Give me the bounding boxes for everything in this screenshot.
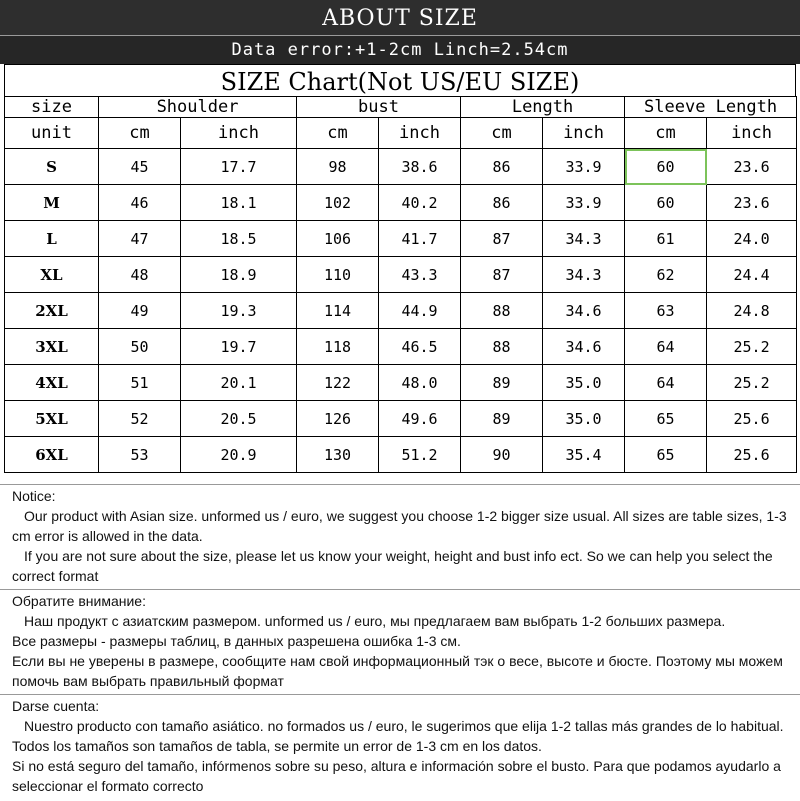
table-cell: 126	[297, 401, 379, 437]
notice-russian	[0, 590, 800, 695]
table-row	[5, 185, 797, 221]
table-cell: 89	[461, 401, 543, 437]
table-cell: 89	[461, 365, 543, 401]
size-label: S	[5, 149, 99, 185]
unit-cell: cm	[461, 118, 543, 149]
table-cell: 47	[99, 221, 181, 257]
size-label: 3XL	[5, 329, 99, 365]
size-label: 5XL	[5, 401, 99, 437]
table-cell: 18.9	[181, 257, 297, 293]
bust-header: bust	[297, 97, 461, 118]
table-cell: 64	[625, 365, 707, 401]
table-cell: 65	[625, 437, 707, 473]
unit-cell: cm	[625, 118, 707, 149]
table-cell: 62	[625, 257, 707, 293]
table-cell: 38.6	[379, 149, 461, 185]
table-cell: 40.2	[379, 185, 461, 221]
size-label: 2XL	[5, 293, 99, 329]
table-cell: 34.6	[543, 293, 625, 329]
notice-paragraph: Our product with Asian size. unformed us / euro, we suggest you choose 1-2 bigger size usual. All sizes are table sizes, 1-3 cm error is allowed in the data.	[12, 508, 787, 544]
table-cell: 17.7	[181, 149, 297, 185]
notice-heading: Darse cuenta:	[12, 698, 100, 714]
unit-cell: cm	[297, 118, 379, 149]
table-cell: 34.3	[543, 221, 625, 257]
table-cell: 20.1	[181, 365, 297, 401]
table-cell: 106	[297, 221, 379, 257]
table-cell: 48.0	[379, 365, 461, 401]
table-cell: 64	[625, 329, 707, 365]
table-cell: 43.3	[379, 257, 461, 293]
table-cell: 20.5	[181, 401, 297, 437]
table-row	[5, 401, 797, 437]
table-cell: 19.3	[181, 293, 297, 329]
size-label: XL	[5, 257, 99, 293]
sleeve-length-header: Sleeve Length	[625, 97, 797, 118]
table-cell: 87	[461, 221, 543, 257]
notice-paragraph: Все размеры - размеры таблиц, в данных разрешена ошибка 1-3 см.	[12, 633, 461, 649]
table-cell: 25.2	[707, 365, 797, 401]
table-cell: 51.2	[379, 437, 461, 473]
table-cell: 87	[461, 257, 543, 293]
length-header: Length	[461, 97, 625, 118]
notice-section	[0, 484, 800, 801]
table-cell: 24.8	[707, 293, 797, 329]
table-cell: 34.3	[543, 257, 625, 293]
data-error-note: Data error:+1-2cm Linch=2.54cm	[0, 36, 800, 64]
table-cell: 23.6	[707, 185, 797, 221]
size-label: 4XL	[5, 365, 99, 401]
notice-english	[0, 485, 800, 590]
table-row	[5, 329, 797, 365]
table-cell: 20.9	[181, 437, 297, 473]
unit-header-row	[5, 118, 797, 149]
table-cell: 122	[297, 365, 379, 401]
size-chart-table	[4, 96, 797, 473]
table-cell: 33.9	[543, 149, 625, 185]
notice-paragraph: Если вы не уверены в размере, сообщите нам свой информационный тэк о весе, высоте и бюсте. Поэтому мы можем помочь вам выбрать правильный формат	[12, 653, 783, 689]
table-row	[5, 257, 797, 293]
table-cell: 61	[625, 221, 707, 257]
size-label: L	[5, 221, 99, 257]
table-cell: 86	[461, 185, 543, 221]
table-cell: 18.1	[181, 185, 297, 221]
table-row	[5, 437, 797, 473]
table-cell: 118	[297, 329, 379, 365]
size-label: M	[5, 185, 99, 221]
table-cell: 19.7	[181, 329, 297, 365]
unit-cell: inch	[543, 118, 625, 149]
table-cell: 86	[461, 149, 543, 185]
table-cell: 46	[99, 185, 181, 221]
table-cell: 23.6	[707, 149, 797, 185]
notice-spanish	[0, 695, 800, 799]
table-cell: 24.0	[707, 221, 797, 257]
unit-cell: inch	[379, 118, 461, 149]
table-cell: 25.6	[707, 401, 797, 437]
unit-cell: cm	[99, 118, 181, 149]
table-cell: 90	[461, 437, 543, 473]
table-cell: 33.9	[543, 185, 625, 221]
about-size-title: ABOUT SIZE	[0, 0, 800, 36]
table-row	[5, 293, 797, 329]
group-header-row	[5, 97, 797, 118]
table-cell: 18.5	[181, 221, 297, 257]
notice-paragraph: Nuestro producto con tamaño asiático. no formados us / euro, le sugerimos que elija 1-2 tallas más grandes de lo habitual. Todos los tamaños son tamaños de tabla, se permite un error de 1-3 cm en los datos.	[12, 718, 784, 754]
unit-cell: inch	[707, 118, 797, 149]
table-cell: 53	[99, 437, 181, 473]
table-row	[5, 221, 797, 257]
notice-paragraph: If you are not sure about the size, please let us know your weight, height and bust info ect. So we can help you select the correct format	[12, 548, 773, 584]
size-column-header: size	[5, 97, 99, 118]
table-cell: 130	[297, 437, 379, 473]
table-cell: 35.4	[543, 437, 625, 473]
table-cell: 44.9	[379, 293, 461, 329]
table-cell: 49.6	[379, 401, 461, 437]
table-cell: 65	[625, 401, 707, 437]
table-cell: 88	[461, 329, 543, 365]
selected-table-cell[interactable]: 60	[625, 149, 707, 185]
table-row	[5, 365, 797, 401]
table-cell: 63	[625, 293, 707, 329]
table-cell: 49	[99, 293, 181, 329]
table-cell: 25.6	[707, 437, 797, 473]
table-cell: 48	[99, 257, 181, 293]
table-cell: 110	[297, 257, 379, 293]
table-cell: 51	[99, 365, 181, 401]
table-cell: 35.0	[543, 401, 625, 437]
size-chart-title: SIZE Chart(Not US/EU SIZE)	[4, 64, 796, 96]
notice-paragraph: Наш продукт с азиатским размером. unformed us / euro, мы предлагаем вам выбрать 1-2 больших размера.	[24, 613, 726, 629]
table-cell: 114	[297, 293, 379, 329]
unit-label: unit	[5, 118, 99, 149]
table-cell: 34.6	[543, 329, 625, 365]
table-cell: 45	[99, 149, 181, 185]
table-cell: 25.2	[707, 329, 797, 365]
table-cell: 102	[297, 185, 379, 221]
table-cell: 50	[99, 329, 181, 365]
table-cell: 41.7	[379, 221, 461, 257]
table-cell: 60	[625, 185, 707, 221]
shoulder-header: Shoulder	[99, 97, 297, 118]
table-row	[5, 149, 797, 185]
table-cell: 52	[99, 401, 181, 437]
notice-heading: Notice:	[12, 488, 56, 504]
table-cell: 88	[461, 293, 543, 329]
notice-paragraph: Si no está seguro del tamaño, infórmenos sobre su peso, altura e información sobre el busto. Para que podamos ayudarlo a seleccionar el formato correcto	[12, 758, 781, 794]
table-cell: 24.4	[707, 257, 797, 293]
size-label: 6XL	[5, 437, 99, 473]
table-cell: 46.5	[379, 329, 461, 365]
table-cell: 98	[297, 149, 379, 185]
unit-cell: inch	[181, 118, 297, 149]
table-cell: 35.0	[543, 365, 625, 401]
notice-heading: Обратите внимание:	[12, 593, 146, 609]
